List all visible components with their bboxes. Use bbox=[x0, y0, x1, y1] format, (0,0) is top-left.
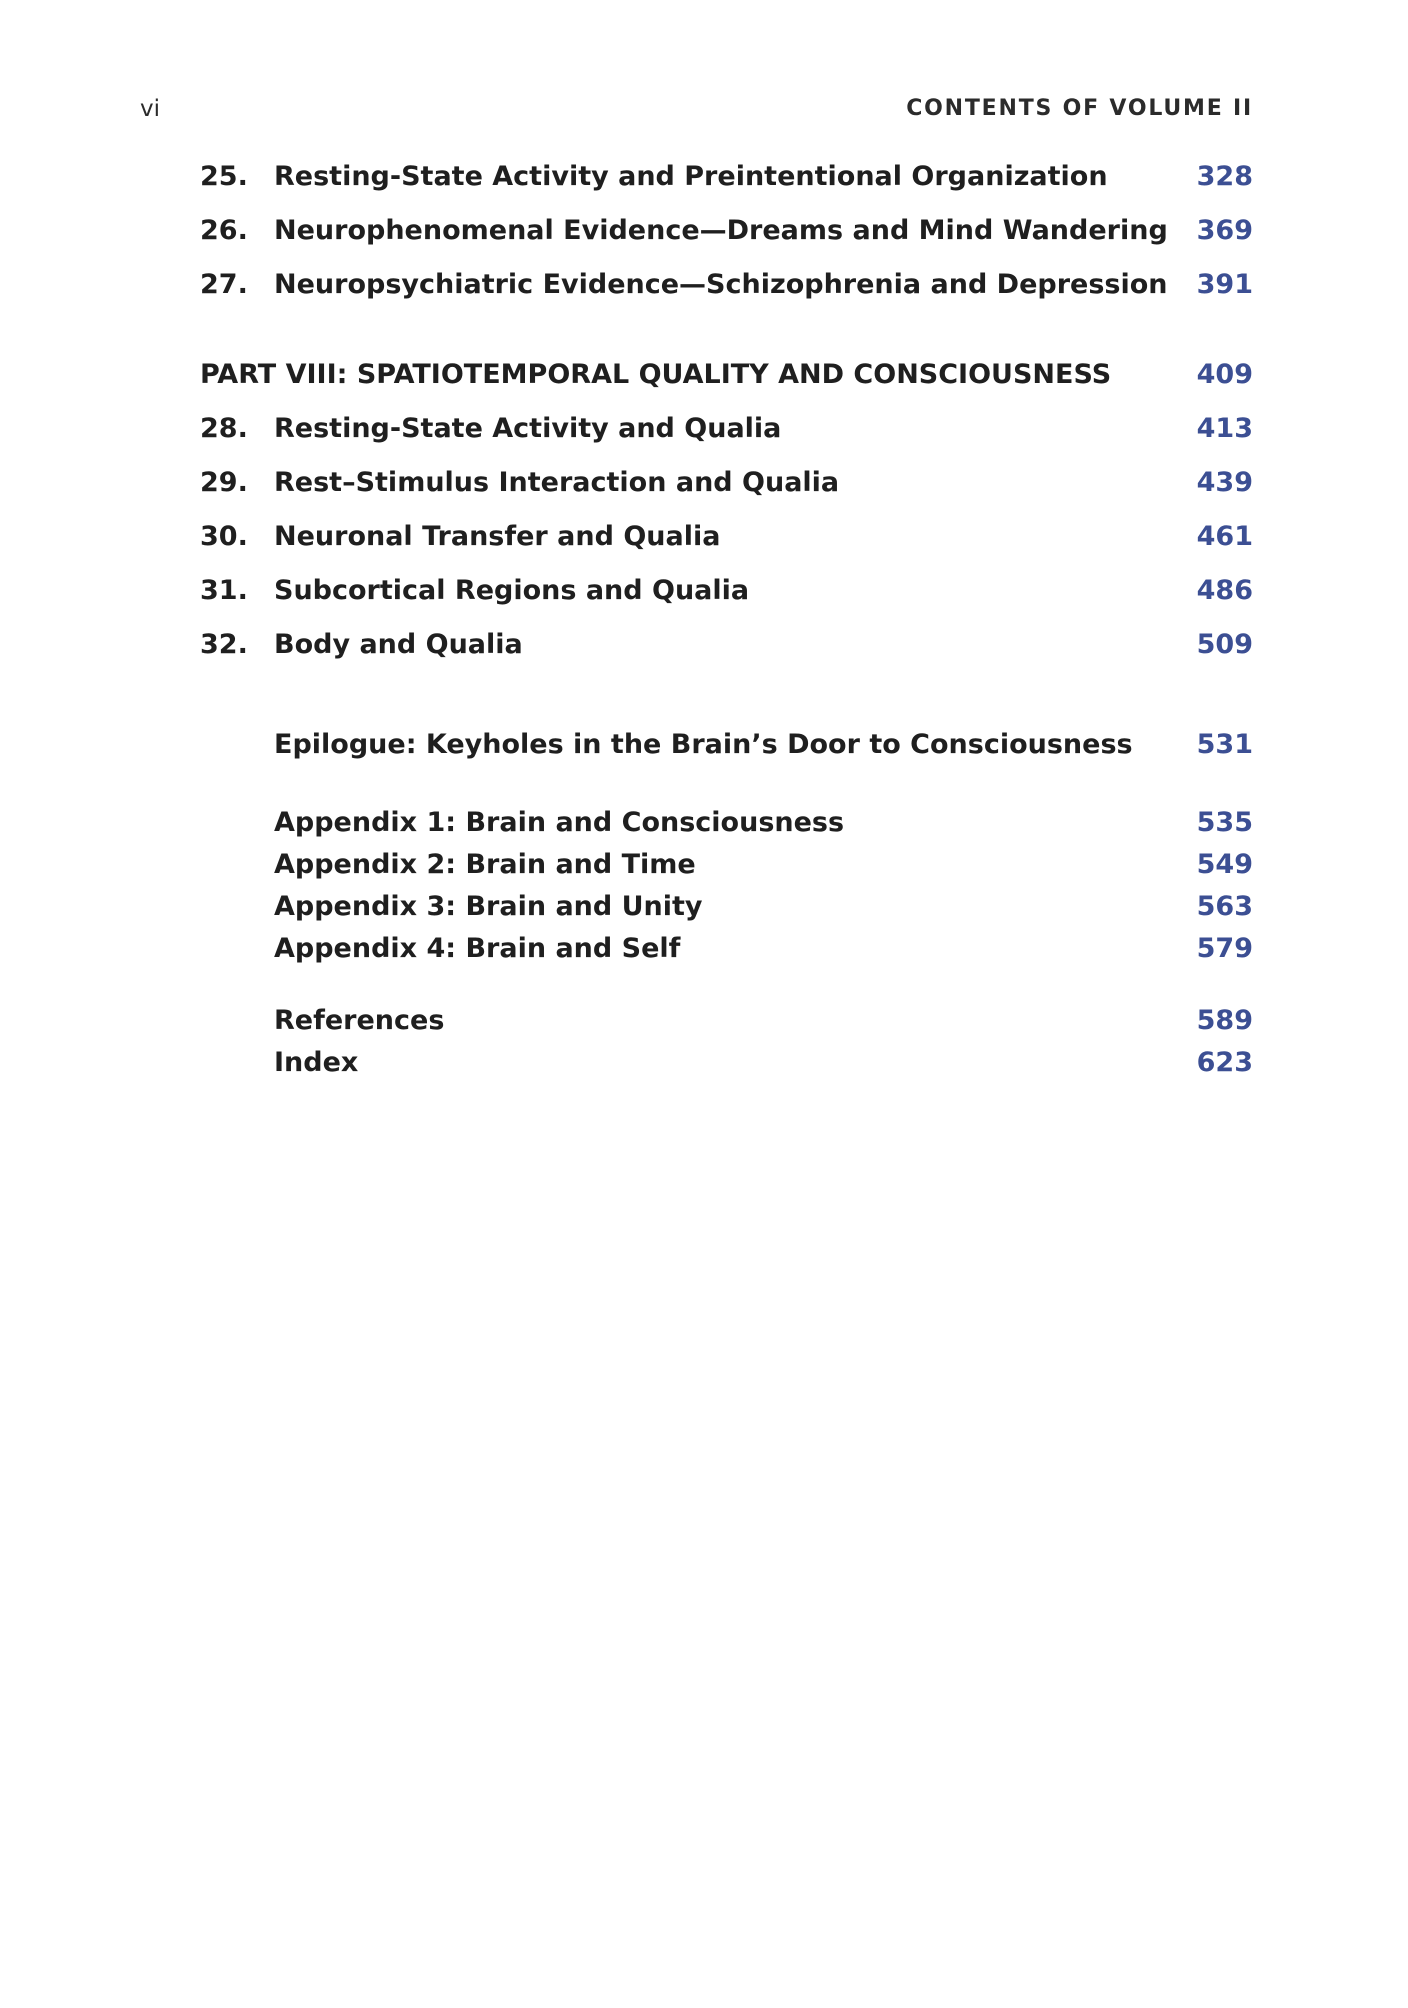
page-number: 409 bbox=[1196, 359, 1253, 390]
toc-entry-chapter-25[interactable] bbox=[200, 155, 1253, 209]
running-title: CONTENTS OF VOLUME II bbox=[906, 96, 1253, 121]
chapter-number: 30. bbox=[200, 521, 248, 552]
page-folio: vi bbox=[140, 96, 161, 122]
toc-entry-references[interactable] bbox=[200, 999, 1253, 1041]
chapter-title: Resting-State Activity and Qualia bbox=[274, 413, 782, 444]
toc-entry-index[interactable] bbox=[200, 1041, 1253, 1083]
page-number: 535 bbox=[1196, 807, 1253, 838]
toc-entry-appendix-2[interactable] bbox=[200, 843, 1253, 885]
chapter-title: Neurophenomenal Evidence—Dreams and Mind Wandering bbox=[274, 215, 1168, 246]
toc-entry-chapter-26[interactable] bbox=[200, 209, 1253, 263]
chapter-title: Rest–Stimulus Interaction and Qualia bbox=[274, 467, 840, 498]
page-number: 413 bbox=[1196, 413, 1253, 444]
toc-entry-chapter-27[interactable] bbox=[200, 263, 1253, 317]
back-matter-title: Index bbox=[274, 1047, 359, 1078]
chapter-title: Neuropsychiatric Evidence—Schizophrenia and Depression bbox=[274, 269, 1168, 300]
page-number: 369 bbox=[1196, 215, 1253, 246]
page-number: 589 bbox=[1196, 1005, 1253, 1036]
chapter-number: 31. bbox=[200, 575, 248, 606]
chapter-title: Subcortical Regions and Qualia bbox=[274, 575, 750, 606]
toc-entry-chapter-28[interactable] bbox=[200, 407, 1253, 461]
appendix-title: Appendix 4: Brain and Self bbox=[274, 933, 681, 964]
toc-entry-chapter-32[interactable] bbox=[200, 623, 1253, 677]
appendix-title: Appendix 1: Brain and Consciousness bbox=[274, 807, 845, 838]
chapter-number: 29. bbox=[200, 467, 248, 498]
chapter-number: 26. bbox=[200, 215, 248, 246]
page-number: 531 bbox=[1196, 729, 1253, 760]
toc-entry-chapter-31[interactable] bbox=[200, 569, 1253, 623]
appendix-title: Appendix 3: Brain and Unity bbox=[274, 891, 703, 922]
page-number: 549 bbox=[1196, 849, 1253, 880]
page-number: 439 bbox=[1196, 467, 1253, 498]
table-of-contents bbox=[200, 155, 1253, 1083]
chapter-number: 32. bbox=[200, 629, 248, 660]
page-number: 509 bbox=[1196, 629, 1253, 660]
page-number: 579 bbox=[1196, 933, 1253, 964]
back-matter-title: References bbox=[274, 1005, 445, 1036]
page-number: 623 bbox=[1196, 1047, 1253, 1078]
epilogue-title: Epilogue: Keyholes in the Brain’s Door to Consciousness bbox=[274, 729, 1133, 760]
toc-entry-appendix-1[interactable] bbox=[200, 801, 1253, 843]
spacer bbox=[200, 317, 1253, 353]
chapter-number: 28. bbox=[200, 413, 248, 444]
spacer bbox=[200, 969, 1253, 999]
page-number: 328 bbox=[1196, 161, 1253, 192]
page-number: 391 bbox=[1196, 269, 1253, 300]
page-number: 461 bbox=[1196, 521, 1253, 552]
toc-entry-appendix-3[interactable] bbox=[200, 885, 1253, 927]
spacer bbox=[200, 677, 1253, 723]
spacer bbox=[200, 777, 1253, 801]
toc-entry-epilogue[interactable] bbox=[200, 723, 1253, 777]
toc-entry-appendix-4[interactable] bbox=[200, 927, 1253, 969]
running-head bbox=[140, 96, 1253, 128]
chapter-number: 25. bbox=[200, 161, 248, 192]
toc-entry-chapter-29[interactable] bbox=[200, 461, 1253, 515]
appendix-title: Appendix 2: Brain and Time bbox=[274, 849, 696, 880]
part-title: PART VIII: SPATIOTEMPORAL QUALITY AND CONSCIOUSNESS bbox=[200, 359, 1112, 390]
chapter-title: Resting-State Activity and Preintentional Organization bbox=[274, 161, 1108, 192]
toc-entry-part-viii[interactable] bbox=[200, 353, 1253, 407]
chapter-title: Body and Qualia bbox=[274, 629, 523, 660]
page-number: 563 bbox=[1196, 891, 1253, 922]
chapter-title: Neuronal Transfer and Qualia bbox=[274, 521, 721, 552]
chapter-number: 27. bbox=[200, 269, 248, 300]
page-number: 486 bbox=[1196, 575, 1253, 606]
toc-entry-chapter-30[interactable] bbox=[200, 515, 1253, 569]
